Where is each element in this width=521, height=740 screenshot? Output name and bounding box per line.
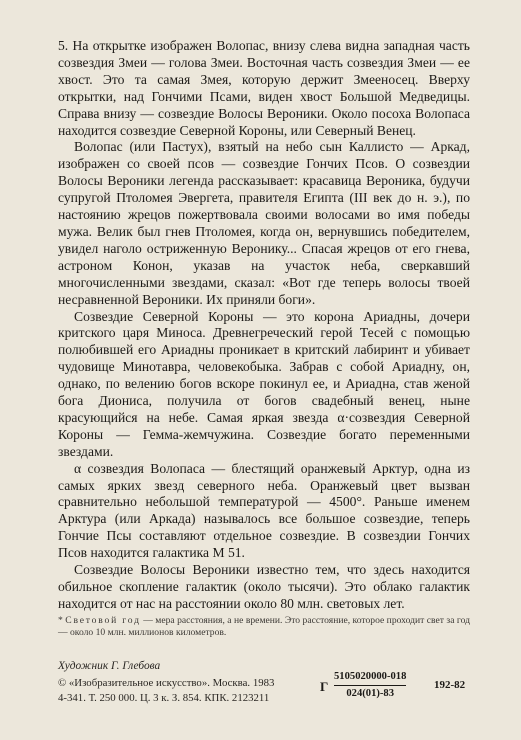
body-text [58, 38, 470, 613]
catalog-price-code: 192-82 [434, 679, 466, 691]
footnote-text: — мера расстояния, а не времени. Это расстояние, которое проходит свет за год — около 10 млн. миллионов километров. [58, 615, 470, 639]
footnote [58, 615, 470, 640]
paragraph: Волопас (или Пастух), взятый на небо сын Каллисто — Аркад, изображен со своей псов — созвездие Гончих Псов. О созвездии Волосы Вероники легенда рассказывает: красавица Вероника, будучи супругой Птоломея Эвергета, правителя Египта (III век до н. э.), по настоянию жрецов пожертвовала своими волосами во имя победы мужа. Велик был гнев Птоломея, когда он, вернувшись победителем, увидел наголо остриженную Веронику... Спасая жрецов от его гнева, астроном Конон, указав на участок неба, сверкавший многочисленными звездами, сказал: «Вот где теперь волосы твоей несравненной Вероники. Их приняли боги». [58, 139, 470, 307]
paragraph: 5. На открытке изображен Волопас, внизу слева видна западная часть созвездия Змеи — голова Змеи. Восточная часть созвездия Змеи — ее хвост. Это та самая Змея, которую держит Змееносец. Вверху открытки, над Гончими Псами, виден хвост Большой Медведицы. Справа внизу — созвездие Волосы Вероники. Около посоха Волопаса находится созвездие Северной Короны, или Северный Венец. [58, 38, 470, 138]
paragraph: α созвездия Волопаса — блестящий оранжевый Арктур, одна из самых ярких звезд северного неба. Оранжевый цвет вызван сравнительно небольшой температурой — 4500°. Раньше именем Арктура (или Аркада) называлось все большое созвездие, теперь Гончие Псы составляют отдельное созвездие. В созвездии Гончих Псов находится галактика М 51. [58, 460, 470, 561]
catalog-numerator: 5105020000-018 [334, 670, 406, 686]
catalog-denominator: 024(01)-83 [346, 688, 395, 699]
catalog-fraction [334, 670, 406, 701]
artist-credit: Художник Г. Глебова [58, 660, 161, 672]
footnote-term: Световой год [65, 615, 141, 626]
imprint [58, 676, 308, 705]
imprint-line: 4-341. Т. 250 000. Ц. 3 к. З. 854. КПК. 2123211 [58, 691, 270, 704]
paragraph: Созвездие Северной Короны — это корона Ариадны, дочери критского царя Миноса. Древнегреческий герой Тесей с помощью полюбившей его Ариадны проникает в критский лабиринт и убивает чудовище Минотавра, человекобыка. Забрав с собой Ариадну, он, однако, по велению богов вскоре покинул ее, и Ариадна, став женой бога Диониса, получила от богов свадебный венец, ныне красующийся на небе. Самая яркая звезда α·созвездия Северной Короны — Гемма-жемчужина. Созвездие богато переменными звездами. [58, 308, 470, 459]
paragraph: Созвездие Волосы Вероники известно тем, что здесь находится обильное скопление галактик (около тысячи). Это облако галактик находится от нас на расстоянии около 80 млн. световых лет. [58, 562, 470, 611]
catalog-letter: Г [320, 679, 329, 694]
imprint-line: © «Изобразительное искусство». Москва. 1983 [58, 677, 275, 689]
footnote-marker: * [58, 615, 63, 626]
